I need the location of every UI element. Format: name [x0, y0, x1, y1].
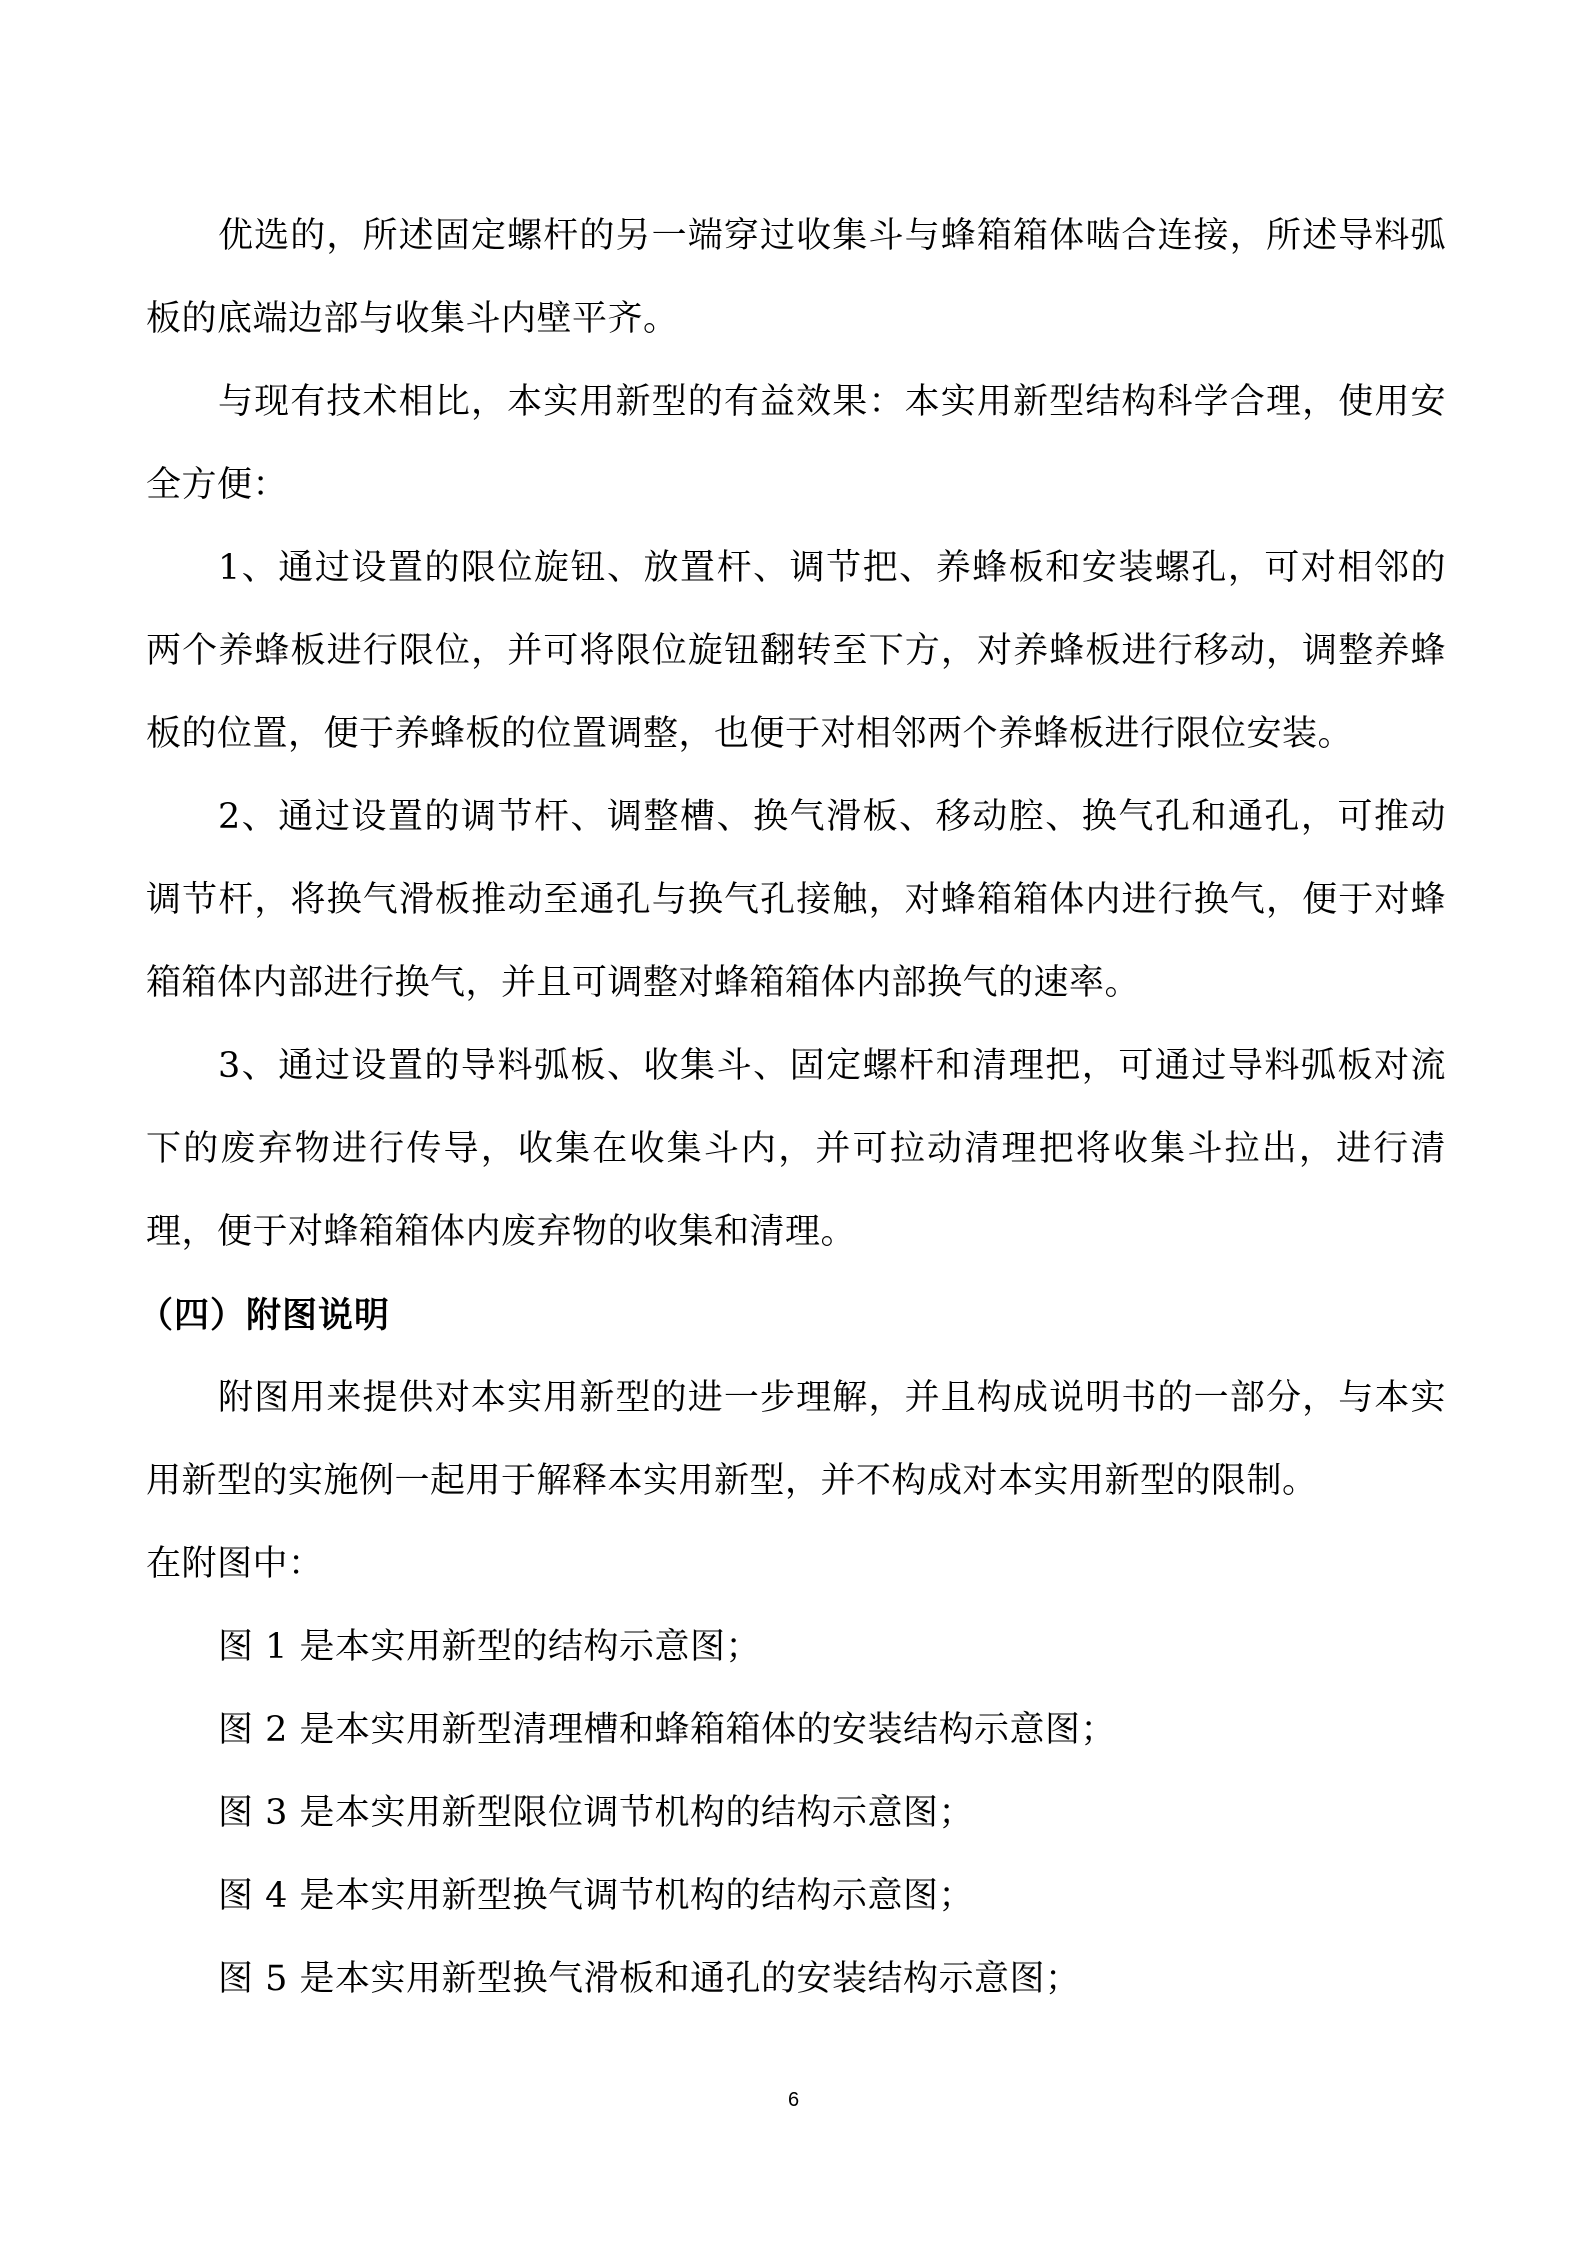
figure-caption-2: 图 2 是本实用新型清理槽和蜂箱箱体的安装结构示意图；	[218, 1710, 1117, 1750]
section-heading: （四）附图说明	[138, 1295, 391, 1336]
page-number: 6	[787, 2089, 800, 2111]
paragraph-figure-lead: 在附图中：	[146, 1544, 324, 1584]
paragraph-effect-1: 1、通过设置的限位旋钮、放置杆、调节把、养蜂板和安装螺孔，可对相邻的两个养蜂板进行限位，并可将限位旋钮翻转至下方，对养蜂板进行移动，调整养蜂板的位置，便于养蜂板的位置调整，也便于对相邻两个养蜂板进行限位安装。	[146, 548, 1446, 754]
figure-caption-4: 图 4 是本实用新型换气调节机构的结构示意图；	[218, 1876, 975, 1916]
body-text	[138, 195, 1446, 2021]
paragraph-beneficial-effects: 与现有技术相比，本实用新型的有益效果：本实用新型结构科学合理，使用安全方便：	[146, 382, 1446, 505]
paragraph-preferred-arrangement: 优选的，所述固定螺杆的另一端穿过收集斗与蜂箱箱体啮合连接，所述导料弧板的底端边部与收集斗内壁平齐。	[146, 216, 1446, 339]
figure-caption-3: 图 3 是本实用新型限位调节机构的结构示意图；	[218, 1793, 975, 1833]
paragraph-effect-3: 3、通过设置的导料弧板、收集斗、固定螺杆和清理把，可通过导料弧板对流下的废弃物进行传导，收集在收集斗内，并可拉动清理把将收集斗拉出，进行清理，便于对蜂箱箱体内废弃物的收集和清理。	[146, 1046, 1446, 1252]
figure-caption-5: 图 5 是本实用新型换气滑板和通孔的安装结构示意图；	[218, 1959, 1081, 1999]
paragraph-effect-2: 2、通过设置的调节杆、调整槽、换气滑板、移动腔、换气孔和通孔，可推动调节杆，将换气滑板推动至通孔与换气孔接触，对蜂箱箱体内进行换气，便于对蜂箱箱体内部进行换气，并且可调整对蜂箱箱体内部换气的速率。	[146, 797, 1446, 1003]
paragraph-figure-intro: 附图用来提供对本实用新型的进一步理解，并且构成说明书的一部分，与本实用新型的实施例一起用于解释本实用新型，并不构成对本实用新型的限制。	[146, 1378, 1446, 1501]
figure-caption-1: 图 1 是本实用新型的结构示意图；	[218, 1627, 762, 1667]
